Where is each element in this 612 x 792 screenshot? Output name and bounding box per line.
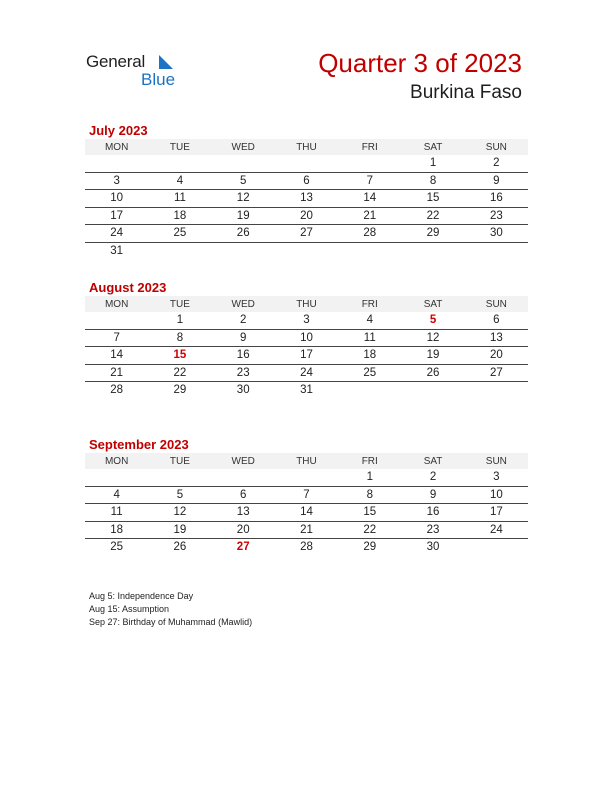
day-cell: 21: [85, 364, 148, 382]
day-cell: 23: [465, 207, 528, 225]
weekday-header: THU: [275, 453, 338, 469]
month-title: July 2023: [89, 123, 148, 138]
month-title: August 2023: [89, 280, 167, 295]
day-cell: 28: [300, 541, 313, 554]
weekday-header: WED: [212, 296, 275, 312]
calendar-table: [85, 453, 528, 556]
week-row: [85, 347, 528, 365]
week-row: [85, 486, 528, 504]
day-cell: 1: [401, 155, 464, 172]
day-cell: 21: [338, 207, 401, 225]
weekday-header-row: [85, 453, 528, 469]
day-cell: 24: [465, 521, 528, 539]
weekday-header: FRI: [338, 296, 401, 312]
day-cell: 6: [212, 486, 275, 504]
day-cell: 31: [300, 384, 313, 397]
weekday-header-row: [85, 139, 528, 155]
month-september: [85, 436, 528, 556]
empty-day-cell: [85, 469, 148, 486]
weekday-header: WED: [212, 453, 275, 469]
logo-triangle-icon: [159, 55, 173, 69]
calendar-table: [85, 139, 528, 259]
day-cell: 4: [338, 312, 401, 329]
empty-day-cell: [275, 242, 338, 259]
day-cell: 19: [212, 207, 275, 225]
day-cell: 30: [236, 384, 250, 397]
empty-day-cell: [401, 382, 464, 399]
week-row: [85, 207, 528, 225]
day-cell: 27: [465, 364, 528, 382]
empty-day-cell: [212, 155, 275, 172]
day-cell: 26: [173, 541, 187, 554]
weekday-header: TUE: [148, 139, 211, 155]
empty-day-cell: [148, 155, 211, 172]
logo: [86, 52, 186, 92]
day-cell: 30: [426, 541, 440, 554]
day-cell: 23: [212, 364, 275, 382]
day-cell: 24: [275, 364, 338, 382]
week-row: [85, 329, 528, 347]
day-cell: 2: [401, 469, 464, 486]
day-cell: 16: [465, 190, 528, 208]
week-row: [85, 155, 528, 172]
holiday-notes: [89, 590, 252, 629]
holiday-note: Aug 15: Assumption: [89, 604, 170, 614]
empty-day-cell: [401, 242, 464, 259]
holiday-note: Aug 5: Independence Day: [89, 591, 194, 601]
day-cell: 1: [148, 312, 211, 329]
empty-day-cell: [212, 242, 275, 259]
empty-day-cell: [148, 469, 211, 486]
day-cell: 11: [85, 504, 148, 522]
week-row: [85, 364, 528, 382]
day-cell: 13: [275, 190, 338, 208]
day-cell: 9: [465, 172, 528, 190]
empty-day-cell: [338, 382, 401, 399]
weekday-header: SUN: [465, 296, 528, 312]
empty-day-cell: [338, 242, 401, 259]
day-cell: 8: [148, 329, 211, 347]
day-cell: 8: [401, 172, 464, 190]
day-cell: 25: [338, 364, 401, 382]
quarter-title: Quarter 3 of 2023: [318, 48, 522, 78]
day-cell: 14: [338, 190, 401, 208]
day-cell: 20: [212, 521, 275, 539]
day-cell: 19: [401, 347, 464, 365]
day-cell: 22: [338, 521, 401, 539]
weekday-header: MON: [85, 139, 148, 155]
day-cell: 19: [148, 521, 211, 539]
month-august: [85, 279, 528, 399]
day-cell: 6: [275, 172, 338, 190]
empty-day-cell: [148, 242, 211, 259]
empty-day-cell: [212, 469, 275, 486]
day-cell: 26: [212, 225, 275, 243]
week-row: [85, 190, 528, 208]
day-cell: 3: [465, 469, 528, 486]
empty-day-cell: [85, 155, 148, 172]
day-cell: 6: [465, 312, 528, 329]
day-cell: 4: [85, 486, 148, 504]
day-cell: 28: [338, 225, 401, 243]
empty-day-cell: [275, 155, 338, 172]
day-cell: 18: [338, 347, 401, 365]
empty-day-cell: [275, 469, 338, 486]
weekday-header: TUE: [148, 296, 211, 312]
weekday-header: SAT: [401, 453, 464, 469]
day-cell: 16: [401, 504, 464, 522]
day-cell: 2: [465, 155, 528, 172]
holiday-note: Sep 27: Birthday of Muhammad (Mawlid): [89, 617, 253, 627]
week-row: [85, 469, 528, 486]
day-cell: 22: [148, 364, 211, 382]
day-cell: 22: [401, 207, 464, 225]
day-cell: 7: [85, 329, 148, 347]
day-cell: 18: [148, 207, 211, 225]
day-cell: 5: [212, 172, 275, 190]
day-cell: 8: [338, 486, 401, 504]
day-cell: 12: [212, 190, 275, 208]
day-cell: 9: [212, 329, 275, 347]
weekday-header: SAT: [401, 296, 464, 312]
day-cell: 12: [401, 329, 464, 347]
day-cell: 12: [148, 504, 211, 522]
week-row: [85, 504, 528, 522]
day-cell: 17: [85, 207, 148, 225]
weekday-header: FRI: [338, 139, 401, 155]
day-cell: 15: [148, 347, 211, 365]
week-row: [85, 242, 528, 259]
day-cell: 14: [85, 347, 148, 365]
day-cell: 13: [212, 504, 275, 522]
weekday-header: THU: [275, 296, 338, 312]
empty-day-cell: [465, 242, 528, 259]
day-cell: 26: [401, 364, 464, 382]
day-cell: 20: [465, 347, 528, 365]
day-cell: 17: [275, 347, 338, 365]
week-row: [85, 312, 528, 329]
day-cell: 28: [110, 384, 124, 397]
day-cell: 7: [338, 172, 401, 190]
day-cell: 25: [110, 541, 124, 554]
empty-day-cell: [85, 312, 148, 329]
day-cell: 20: [275, 207, 338, 225]
week-row: [85, 521, 528, 539]
week-row: [85, 539, 528, 556]
weekday-header: SUN: [465, 139, 528, 155]
day-cell: 27: [236, 541, 250, 554]
weekday-header: TUE: [148, 453, 211, 469]
day-cell: 2: [212, 312, 275, 329]
month-title: September 2023: [89, 437, 189, 452]
day-cell: 17: [465, 504, 528, 522]
weekday-header: THU: [275, 139, 338, 155]
day-cell: 29: [401, 225, 464, 243]
weekday-header: WED: [212, 139, 275, 155]
day-cell: 11: [338, 329, 401, 347]
month-july: [85, 122, 528, 259]
calendar-table: [85, 296, 528, 399]
day-cell: 27: [275, 225, 338, 243]
weekday-header-row: [85, 296, 528, 312]
day-cell: 31: [110, 244, 124, 257]
day-cell: 18: [85, 521, 148, 539]
day-cell: 29: [173, 384, 187, 397]
logo-blue-text: Blue: [141, 70, 176, 89]
weekday-header: FRI: [338, 453, 401, 469]
day-cell: 10: [85, 190, 148, 208]
week-row: [85, 172, 528, 190]
day-cell: 13: [465, 329, 528, 347]
day-cell: 11: [148, 190, 211, 208]
day-cell: 5: [148, 486, 211, 504]
day-cell: 15: [338, 504, 401, 522]
day-cell: 1: [338, 469, 401, 486]
day-cell: 23: [401, 521, 464, 539]
day-cell: 10: [465, 486, 528, 504]
week-row: [85, 225, 528, 243]
weekday-header: SAT: [401, 139, 464, 155]
day-cell: 5: [401, 312, 464, 329]
day-cell: 14: [275, 504, 338, 522]
empty-day-cell: [465, 539, 528, 556]
empty-day-cell: [465, 382, 528, 399]
day-cell: 30: [465, 225, 528, 243]
day-cell: 15: [401, 190, 464, 208]
day-cell: 10: [275, 329, 338, 347]
weekday-header: MON: [85, 453, 148, 469]
logo-general-text: General: [86, 52, 146, 71]
day-cell: 29: [363, 541, 377, 554]
day-cell: 24: [85, 225, 148, 243]
day-cell: 21: [275, 521, 338, 539]
day-cell: 9: [401, 486, 464, 504]
country-name: Burkina Faso: [410, 82, 522, 103]
day-cell: 7: [275, 486, 338, 504]
weekday-header: MON: [85, 296, 148, 312]
week-row: [85, 382, 528, 399]
day-cell: 25: [148, 225, 211, 243]
day-cell: 16: [212, 347, 275, 365]
weekday-header: SUN: [465, 453, 528, 469]
day-cell: 3: [275, 312, 338, 329]
day-cell: 3: [85, 172, 148, 190]
empty-day-cell: [338, 155, 401, 172]
day-cell: 4: [148, 172, 211, 190]
